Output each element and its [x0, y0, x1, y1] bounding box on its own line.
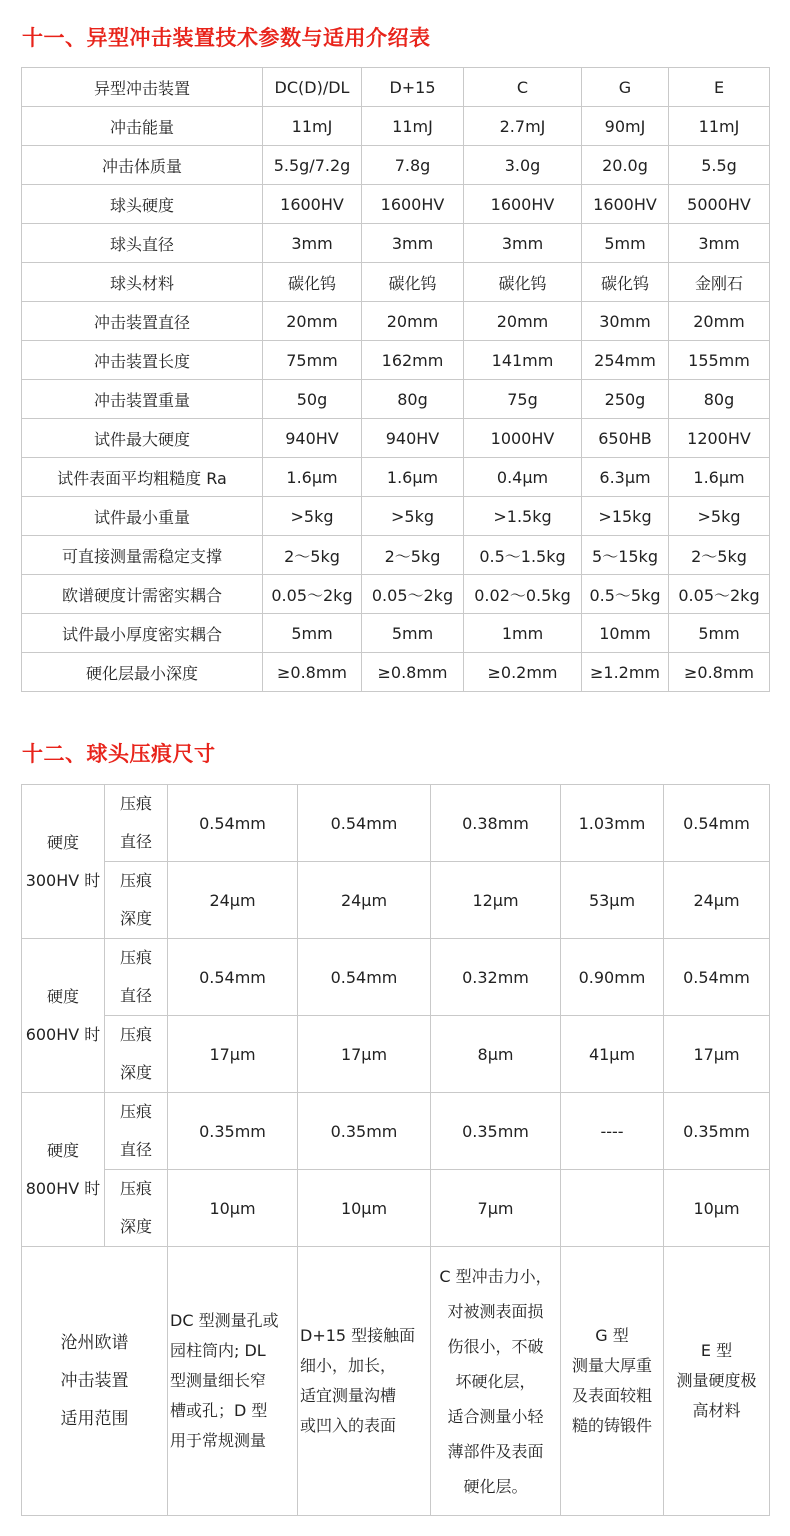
row-label: 试件最大硬度	[22, 419, 263, 458]
parameters-table	[21, 67, 770, 692]
table-cell: G	[582, 68, 669, 107]
row-label: 冲击能量	[22, 107, 263, 146]
row-label: 冲击装置长度	[22, 341, 263, 380]
table-row	[22, 302, 770, 341]
table-cell: 10μm	[168, 1170, 298, 1247]
table-cell: 2～5kg	[669, 536, 770, 575]
table-row	[22, 575, 770, 614]
section-title-parameters: 十一、异型冲击装置技术参数与适用介绍表	[22, 26, 431, 50]
table-cell: ≥1.2mm	[582, 653, 669, 692]
table-cell: 7μm	[431, 1170, 561, 1247]
table-cell: 75g	[464, 380, 582, 419]
table-cell: 20mm	[362, 302, 464, 341]
table-row	[22, 380, 770, 419]
table-row	[22, 341, 770, 380]
table-cell: 3mm	[464, 224, 582, 263]
table-cell: 41μm	[561, 1016, 664, 1093]
table-cell: 0.54mm	[168, 785, 298, 862]
table-row	[22, 862, 770, 939]
row-label: 试件最小重量	[22, 497, 263, 536]
table-cell: 1600HV	[263, 185, 362, 224]
measure-label	[105, 1016, 168, 1093]
table-cell: 1.6μm	[669, 458, 770, 497]
table-cell: 5mm	[362, 614, 464, 653]
hardness-label-top: 硬度	[46, 832, 79, 852]
table-cell: 1600HV	[362, 185, 464, 224]
table-cell: 2～5kg	[263, 536, 362, 575]
indentation-table	[21, 784, 770, 1516]
hardness-group-label	[22, 939, 105, 1093]
table-cell: 0.90mm	[561, 939, 664, 1016]
table-cell: >5kg	[669, 497, 770, 536]
table-row	[22, 458, 770, 497]
table-cell: 碳化钨	[582, 263, 669, 302]
table-cell: E	[669, 68, 770, 107]
section-title-indentation: 十二、球头压痕尺寸	[22, 742, 216, 766]
table-cell: 0.35mm	[431, 1093, 561, 1170]
table-cell: 53μm	[561, 862, 664, 939]
table-cell: 5.5g/7.2g	[263, 146, 362, 185]
table-row	[22, 68, 770, 107]
hardness-label-top: 硬度	[46, 986, 79, 1006]
table-cell: 80g	[362, 380, 464, 419]
row-label: 球头硬度	[22, 185, 263, 224]
table-cell: 8μm	[431, 1016, 561, 1093]
table-cell: 20.0g	[582, 146, 669, 185]
table-cell: 90mJ	[582, 107, 669, 146]
table-row	[22, 419, 770, 458]
table-cell: 10μm	[664, 1170, 770, 1247]
table-cell: 5.5g	[669, 146, 770, 185]
table-cell: 3mm	[362, 224, 464, 263]
table-cell: 24μm	[664, 862, 770, 939]
measure-label-bottom: 直径	[119, 986, 152, 1005]
measure-label-bottom: 深度	[119, 909, 152, 928]
table-cell: >1.5kg	[464, 497, 582, 536]
table-cell: 7.8g	[362, 146, 464, 185]
table-cell: 24μm	[168, 862, 298, 939]
table-cell: 0.5～1.5kg	[464, 536, 582, 575]
table-cell: 2.7mJ	[464, 107, 582, 146]
table-cell: 0.4μm	[464, 458, 582, 497]
table-cell: 3mm	[669, 224, 770, 263]
table-row	[22, 653, 770, 692]
measure-label-top: 压痕	[119, 871, 152, 890]
measure-label-top: 压痕	[119, 1102, 152, 1121]
table-cell: 141mm	[464, 341, 582, 380]
table-row	[22, 107, 770, 146]
row-label: 欧谱硬度计需密实耦合	[22, 575, 263, 614]
table-cell: 0.35mm	[168, 1093, 298, 1170]
table-cell: 0.02～0.5kg	[464, 575, 582, 614]
table-cell: 5mm	[263, 614, 362, 653]
table-cell: >5kg	[362, 497, 464, 536]
row-label: 球头材料	[22, 263, 263, 302]
hardness-label-bottom: 800HV 时	[25, 1178, 101, 1198]
measure-label-bottom: 直径	[119, 1140, 152, 1159]
table-cell: 17μm	[168, 1016, 298, 1093]
table-cell: 0.54mm	[664, 939, 770, 1016]
table-cell: 碳化钨	[263, 263, 362, 302]
table-cell: 940HV	[263, 419, 362, 458]
table-cell: 2～5kg	[362, 536, 464, 575]
row-label: 试件最小厚度密实耦合	[22, 614, 263, 653]
measure-label	[105, 939, 168, 1016]
row-label: 试件表面平均粗糙度 Ra	[22, 458, 263, 497]
hardness-label-bottom: 600HV 时	[25, 1024, 101, 1044]
table-cell: 162mm	[362, 341, 464, 380]
table-cell: ≥0.2mm	[464, 653, 582, 692]
measure-label-top: 压痕	[119, 794, 152, 813]
table-cell: 0.54mm	[298, 785, 431, 862]
table-cell: 5～15kg	[582, 536, 669, 575]
table-cell: 0.54mm	[168, 939, 298, 1016]
table-cell: ≥0.8mm	[669, 653, 770, 692]
table-cell: 30mm	[582, 302, 669, 341]
usage-description: E 型 测量硬度极 高材料	[664, 1247, 770, 1516]
table-row	[22, 497, 770, 536]
row-label: 异型冲击装置	[22, 68, 263, 107]
table-row	[22, 185, 770, 224]
table-cell: 11mJ	[362, 107, 464, 146]
table-cell: 50g	[263, 380, 362, 419]
hardness-group-label	[22, 1093, 105, 1247]
usage-description: G 型 测量大厚重 及表面较粗 糙的铸锻件	[561, 1247, 664, 1516]
table-cell: 0.54mm	[664, 785, 770, 862]
table-cell: 0.35mm	[664, 1093, 770, 1170]
table-cell: C	[464, 68, 582, 107]
table-cell: ≥0.8mm	[362, 653, 464, 692]
table-cell: 0.5～5kg	[582, 575, 669, 614]
table-cell: 10mm	[582, 614, 669, 653]
table-cell: 20mm	[669, 302, 770, 341]
table-cell: 11mJ	[669, 107, 770, 146]
table-cell: 0.54mm	[298, 939, 431, 1016]
table-cell: 0.38mm	[431, 785, 561, 862]
measure-label-bottom: 直径	[119, 832, 152, 851]
measure-label-top: 压痕	[119, 948, 152, 967]
table-row	[22, 939, 770, 1016]
row-label: 球头直径	[22, 224, 263, 263]
table-cell: 20mm	[464, 302, 582, 341]
table-row	[22, 1093, 770, 1170]
table-cell: 碳化钨	[464, 263, 582, 302]
table-cell: 1.6μm	[362, 458, 464, 497]
hardness-label-bottom: 300HV 时	[25, 870, 101, 890]
table-cell: 17μm	[664, 1016, 770, 1093]
table-cell: 6.3μm	[582, 458, 669, 497]
table-cell: 5mm	[582, 224, 669, 263]
table-cell: 碳化钨	[362, 263, 464, 302]
measure-label-top: 压痕	[119, 1179, 152, 1198]
table-cell: ----	[561, 1093, 664, 1170]
table-cell: 1mm	[464, 614, 582, 653]
table-cell: 24μm	[298, 862, 431, 939]
table-cell: 1200HV	[669, 419, 770, 458]
table-cell: 12μm	[431, 862, 561, 939]
row-label: 冲击体质量	[22, 146, 263, 185]
row-label: 冲击装置直径	[22, 302, 263, 341]
table-cell: 3mm	[263, 224, 362, 263]
usage-label: 沧州欧谱 冲击装置 适用范围	[22, 1247, 168, 1516]
measure-label-bottom: 深度	[119, 1063, 152, 1082]
measure-label	[105, 785, 168, 862]
measure-label	[105, 1170, 168, 1247]
table-row	[22, 614, 770, 653]
table-cell: 1600HV	[582, 185, 669, 224]
table-cell: >15kg	[582, 497, 669, 536]
usage-description: DC 型测量孔或 园柱筒内; DL 型测量细长窄 槽或孔；D 型 用于常规测量	[168, 1247, 298, 1516]
table-cell: 0.35mm	[298, 1093, 431, 1170]
usage-description: D+15 型接触面 细小，加长， 适宜测量沟槽 或凹入的表面	[298, 1247, 431, 1516]
table-cell: 155mm	[669, 341, 770, 380]
table-cell: 5mm	[669, 614, 770, 653]
table-cell: ≥0.8mm	[263, 653, 362, 692]
usage-description: C 型冲击力小， 对被测表面损 伤很小，不破 坏硬化层， 适合测量小轻 薄部件及表面 硬化层。	[431, 1247, 561, 1516]
table-row	[22, 1170, 770, 1247]
table-row	[22, 785, 770, 862]
table-cell: 250g	[582, 380, 669, 419]
table-row	[22, 263, 770, 302]
table-cell: 20mm	[263, 302, 362, 341]
table-cell: D+15	[362, 68, 464, 107]
table-cell: 1.03mm	[561, 785, 664, 862]
table-cell	[561, 1170, 664, 1247]
row-label: 冲击装置重量	[22, 380, 263, 419]
hardness-group-label	[22, 785, 105, 939]
table-cell: 0.05～2kg	[669, 575, 770, 614]
table-cell: 0.32mm	[431, 939, 561, 1016]
table-cell: 1.6μm	[263, 458, 362, 497]
table-row	[22, 1016, 770, 1093]
table-cell: 11mJ	[263, 107, 362, 146]
table-cell: 650HB	[582, 419, 669, 458]
table-cell: 1600HV	[464, 185, 582, 224]
table-cell: 0.05～2kg	[263, 575, 362, 614]
table-cell: >5kg	[263, 497, 362, 536]
table-cell: 3.0g	[464, 146, 582, 185]
table-cell: 0.05～2kg	[362, 575, 464, 614]
table-cell: 10μm	[298, 1170, 431, 1247]
table-cell: 5000HV	[669, 185, 770, 224]
measure-label	[105, 1093, 168, 1170]
table-row	[22, 536, 770, 575]
measure-label-top: 压痕	[119, 1025, 152, 1044]
measure-label-bottom: 深度	[119, 1217, 152, 1236]
table-cell: 940HV	[362, 419, 464, 458]
table-cell: 1000HV	[464, 419, 582, 458]
table-cell: 金刚石	[669, 263, 770, 302]
row-label: 可直接测量需稳定支撑	[22, 536, 263, 575]
measure-label	[105, 862, 168, 939]
hardness-label-top: 硬度	[46, 1140, 79, 1160]
table-row	[22, 224, 770, 263]
table-cell: DC(D)/DL	[263, 68, 362, 107]
table-cell: 17μm	[298, 1016, 431, 1093]
row-label: 硬化层最小深度	[22, 653, 263, 692]
table-cell: 75mm	[263, 341, 362, 380]
table-row	[22, 146, 770, 185]
table-cell: 254mm	[582, 341, 669, 380]
table-cell: 80g	[669, 380, 770, 419]
usage-row	[22, 1247, 770, 1516]
